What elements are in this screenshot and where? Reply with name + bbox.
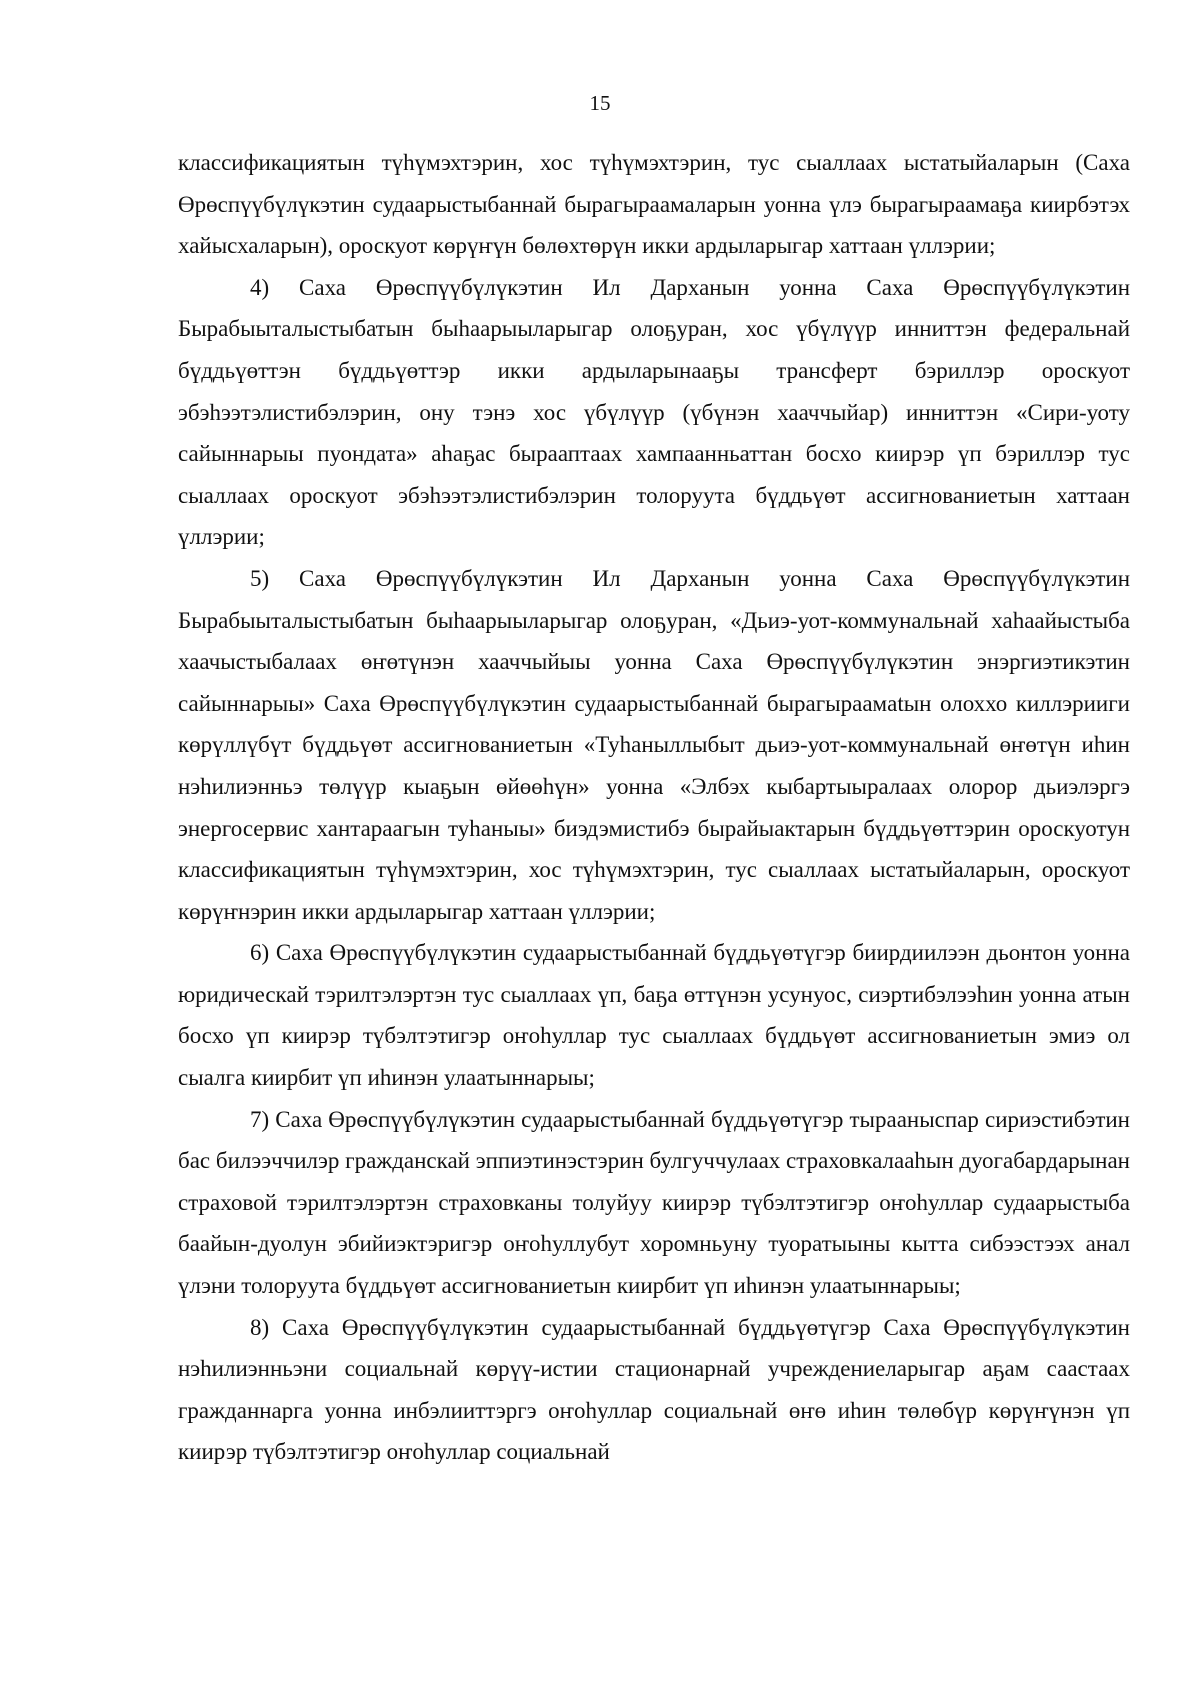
page-number: 15	[589, 91, 611, 115]
paragraph-continuation: классификациятын түһүмэхтэрин, хос түһүмэхтэрин, тус сыаллаах ыстатыйаларын (Саха Өрөспүүбүлүкэтин судаарыстыбаннай бырагыраамаларын уонна үлэ бырагыраамаҕа киирбэтэх хайысхаларын), ороскуот көрүҥүн бөлөхтөрүн икки ардыларыгар хаттаан үллэрии;	[178, 150, 1130, 259]
list-item-4: 4) Саха Өрөспүүбүлүкэтин Ил Дарханын уонна Саха Өрөспүүбүлүкэтин Бырабыыталыстыбатын быһаарыыларыгар олоҕуран, хос үбүлүүр инниттэн федеральнай бүддьүөттэн бүддьүөттэр икки ардыларынааҕы трансферт бэриллэр ороскуот эбэһээтэлистибэлэрин, ону тэнэ хос үбүлүүр (үбүнэн хааччыйар) инниттэн «Сири-уоту сайыннарыы пуондата» аһаҕас бырааптаах хампаанньаттан босхо киирэр үп бэриллэр тус сыаллаах ороскуот эбэһээтэлистибэлэрин толоруута бүддьүөт ассигнованиетын хаттаан үллэрии;	[178, 274, 1130, 550]
list-item-8: 8) Саха Өрөспүүбүлүкэтин судаарыстыбаннай бүддьүөтүгэр Саха Өрөспүүбүлүкэтин нэһилиэнньэни социальнай көрүү-истии стационарнай учреждениеларыгар аҕам саастаах гражданнарга уонна инбэлииттэргэ оҥоһуллар социальнай өҥө иһин төлөбүр көрүҥүнэн үп киирэр түбэлтэтигэр оҥоһуллар социальнай	[178, 1314, 1130, 1465]
list-item-7: 7) Саха Өрөспүүбүлүкэтин судаарыстыбаннай бүддьүөтүгэр тырааныспар сириэстибэтин бас билээччилэр гражданскай эппиэтинэстэрин булгуччулаах страховкалааһын дуогабардарынан страховой тэрилтэлэртэн страховканы толуйуу киирэр түбэлтэтигэр оҥоһуллар судаарыстыба баайын-дуолун эбийиэктэригэр оҥоһуллубут хоромньуну туоратыыны кытта сибээстээх анал үлэни толоруута бүддьүөт ассигнованиетын киирбит үп иһинэн улаатыннарыы;	[178, 1106, 1130, 1299]
list-item-5: 5) Саха Өрөспүүбүлүкэтин Ил Дарханын уонна Саха Өрөспүүбүлүкэтин Бырабыыталыстыбатын быһаарыыларыгар олоҕуран, «Дьиэ-уот-коммунальнай хаһаайыстыба хаачыстыбалаах өҥөтүнэн хааччыйыы уонна Саха Өрөспүүбүлүкэтин энэргиэтикэтин сайыннарыы» Саха Өрөспүүбүлүкэтин судаарыстыбаннай бырагыраамatын олоххо киллэрииги көрүллүбүт бүддьүөт ассигнованиетын «Туһаныллыбыт дьиэ-уот-коммунальнай өҥөтүн иһин нэһилиэнньэ төлүүр кыаҕын өйөөһүн» уонна «Элбэх кыбартыыралаах олорор дьиэлэргэ энергосервис хантараагын туһаныы» биэдэмистибэ бырайыактарын бүддьүөттэрин ороскуотун классификациятын түһүмэхтэрин, хос түһүмэхтэрин, тус сыаллаах ыстатыйаларын, ороскуот көрүҥнэрин икки ардыларыгар хаттаан үллэрии;	[178, 565, 1130, 924]
page-body	[178, 142, 1130, 1473]
list-item-6: 6) Саха Өрөспүүбүлүкэтин судаарыстыбаннай бүддьүөтүгэр биирдиилээн дьонтон уонна юридическай тэрилтэлэртэн тус сыаллаах үп, баҕа өттүнэн усунуос, сиэртибэлээһин уонна атын босхо үп киирэр түбэлтэтигэр оҥоһуллар тус сыаллаах бүддьүөт ассигнованиетын эмиэ ол сыалга киирбит үп иһинэн улаатыннарыы;	[178, 940, 1130, 1091]
